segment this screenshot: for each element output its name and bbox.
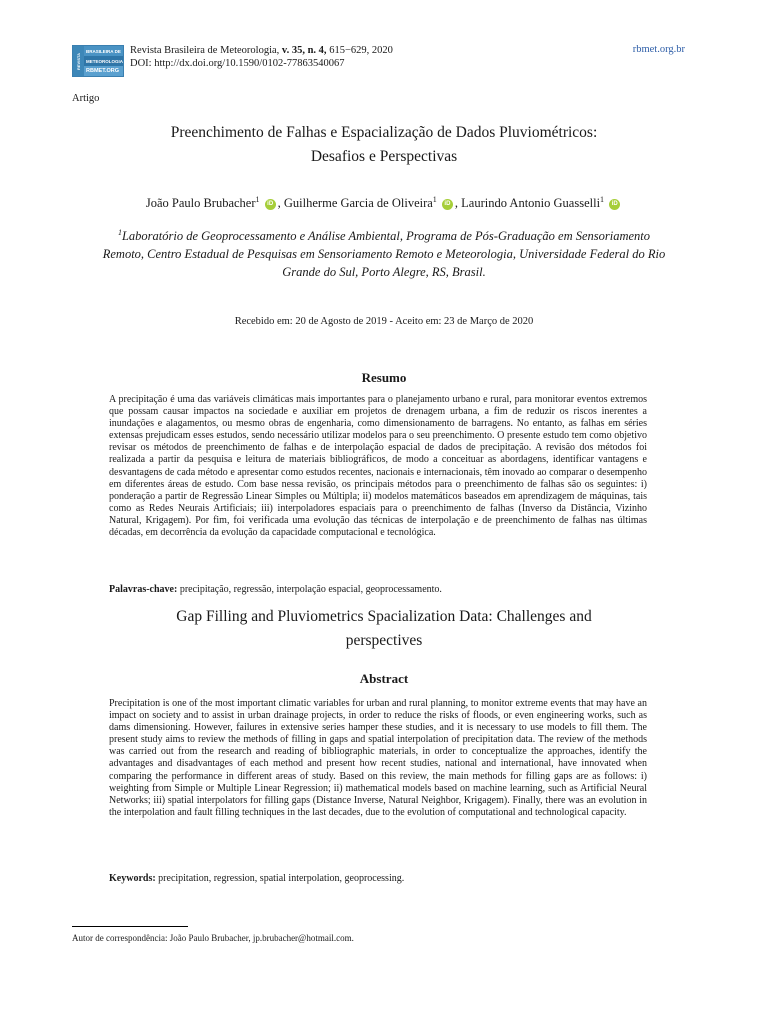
affiliation-marker: 1: [117, 228, 122, 237]
keywords-text-pt: precipitação, regressão, interpolação espacial, geoprocessamento.: [179, 584, 442, 595]
abstract-text: Precipitation is one of the most important climatic variables for urban and rural planning, to monitor extreme events that may have an impact on society and to assist in urban drainage projects, in order to reduce the risks of floods, or even engineering works, such as dams dimensioning. However, failures in extensive series hamper these studies, and it is necessary to use models to fill them. The present study aims to review the methods of filling in gaps and spatial interpolation of precipitation data. The review of the methods was carried out from the research and reading of bibliographic materials, in order to conceptualize the approaches, identify the advantages and disadvantages of each method and present how recent studies, national and international, have innovated when comparing the performance in different areas of study. Based on this review, the main methods for filling gaps are as follows: i) weighting from Simple or Multiple Linear Regression; ii) mathematical models based on machine learning, such as Artificial Neural Networks; iii) spatial interpolators for filling gaps (Distance Inverse, Natural Neighbor, Krigagem). Finally, there was an evolution in the interpolation and fault filling techniques in the last decades, due to the evolution of computational and technological capacity.: [109, 698, 647, 818]
author-affil-marker: 1: [432, 195, 437, 204]
title-en-line-2: perspectives: [345, 632, 423, 649]
journal-volume: v. 35, n. 4,: [281, 45, 327, 56]
palavras-chave: [109, 584, 647, 595]
resumo-text: A precipitação é uma das variáveis climáticas mais importantes para o planejamento urbano e rural, para monitorar eventos extremos que possam causar impactos na sociedade e auxiliar em projetos de drenagem urbana, a fim de reduzir os riscos inerentes a inundações e alagamentos, ou mesmo obras de engenharia, como dimensionamento de barragens. No entanto, as falhas em séries extensas prejudicam esses estudos, sendo necessário utilizar modelos para o seu preenchimento. O presente estudo tem como objetivo revisar os métodos de preenchimento de falhas e de interpolação espacial de dados de precipitação. A revisão dos métodos foi realizada a partir da pesquisa e leitura de materiais bibliográficos, de modo a conceituar as abordagens, identificar vantagens e desvantagens de cada método e apresentar como estudos recentes, nacionais e internacionais, têm inovado ao comparar o desempenho em diferentes áreas de estudo. Com base nessa revisão, os principais métodos para o preenchimento de falhas são os seguintes: i) ponderação a partir de Regressão Linear Simples ou Múltipla; ii) modelos matemáticos baseados em aprendizagem de máquinas, tais como as Redes Neurais Artificiais; iii) interpoladores espaciais para o preenchimento de falhas (Inverso da Distância, Vizinho Natural, Krigagem). Por fim, foi verificada uma evolução das técnicas de interpolação e de preenchimento de falhas nas últimas décadas, em decorrência da evolução da capacidade computacional e tecnológica.: [109, 394, 647, 539]
orcid-icon[interactable]: iD: [609, 199, 620, 210]
journal-citation: [130, 44, 393, 57]
title-english: [72, 605, 696, 653]
title-en-line-1: Gap Filling and Pluviometrics Spacialization Data: Challenges and: [176, 608, 592, 625]
keywords: [109, 873, 647, 884]
footnote-divider: [72, 926, 188, 927]
abstract-heading: Abstract: [359, 671, 409, 686]
authors: João Paulo Brubacher$^1$ iD , Guilherme Garcia de Oliveira$^1$ iD , Laurindo Antonio Guasselli$^1$ iD: [72, 195, 696, 211]
keywords-text-en: precipitation, regression, spatial interpolation, geoprocessing.: [158, 873, 405, 884]
affiliation-text: Laboratório de Geoprocessamento e Análise Ambiental, Programa de Pós-Graduação em Sensoriamento Remoto, Centro Estadual de Pesquisas em Sensoriamento Remoto e Meteorologia, Universidade Federal do Rio Grande do Sul, Porto Alegre, RS, Brasil.: [102, 229, 666, 280]
logo-line-1: BRASILEIRA DE: [84, 46, 123, 56]
journal-logo: [72, 45, 124, 77]
orcid-icon[interactable]: iD: [265, 199, 276, 210]
doi-link[interactable]: DOI: http://dx.doi.org/10.1590/0102-77863540067: [130, 58, 345, 69]
article-type: Artigo: [72, 93, 100, 104]
title-pt-line-2: Desafios e Perspectivas: [310, 148, 458, 165]
corresponding-author-footnote: Autor de correspondência: João Paulo Brubacher, jp.brubacher@hotmail.com.: [72, 933, 354, 943]
received-date: Recebido em: 20 de Agosto de 2019 - Aceito em: 23 de Março de 2020: [234, 316, 534, 327]
journal-site-link[interactable]: rbmet.org.br: [632, 44, 685, 55]
author-affil-marker: 1: [600, 195, 605, 204]
logo-line-2: METEOROLOGIA: [84, 56, 123, 66]
author-name: João Paulo Brubacher: [145, 196, 256, 211]
logo-side-label: REVISTA: [73, 46, 84, 76]
journal-name: Revista Brasileira de Meteorologia,: [130, 45, 280, 56]
logo-main: [84, 46, 123, 76]
author-affil-marker: 1: [255, 195, 260, 204]
title-pt-line-1: Preenchimento de Falhas e Espacialização de Dados Pluviométricos:: [170, 124, 598, 141]
author-name: Laurindo Antonio Guasselli: [461, 196, 601, 211]
author-name: Guilherme Garcia de Oliveira: [283, 196, 433, 211]
title-portuguese: [72, 121, 696, 169]
journal-pages: 615−629, 2020: [329, 45, 393, 56]
keywords-label-pt: Palavras-chave:: [109, 584, 178, 595]
affiliation: [100, 224, 668, 281]
journal-header: [130, 44, 393, 70]
logo-line-3: RBMET.ORG: [84, 66, 123, 76]
keywords-label-en: Keywords:: [109, 873, 156, 884]
orcid-icon[interactable]: iD: [442, 199, 453, 210]
resumo-heading: Resumo: [361, 370, 407, 385]
